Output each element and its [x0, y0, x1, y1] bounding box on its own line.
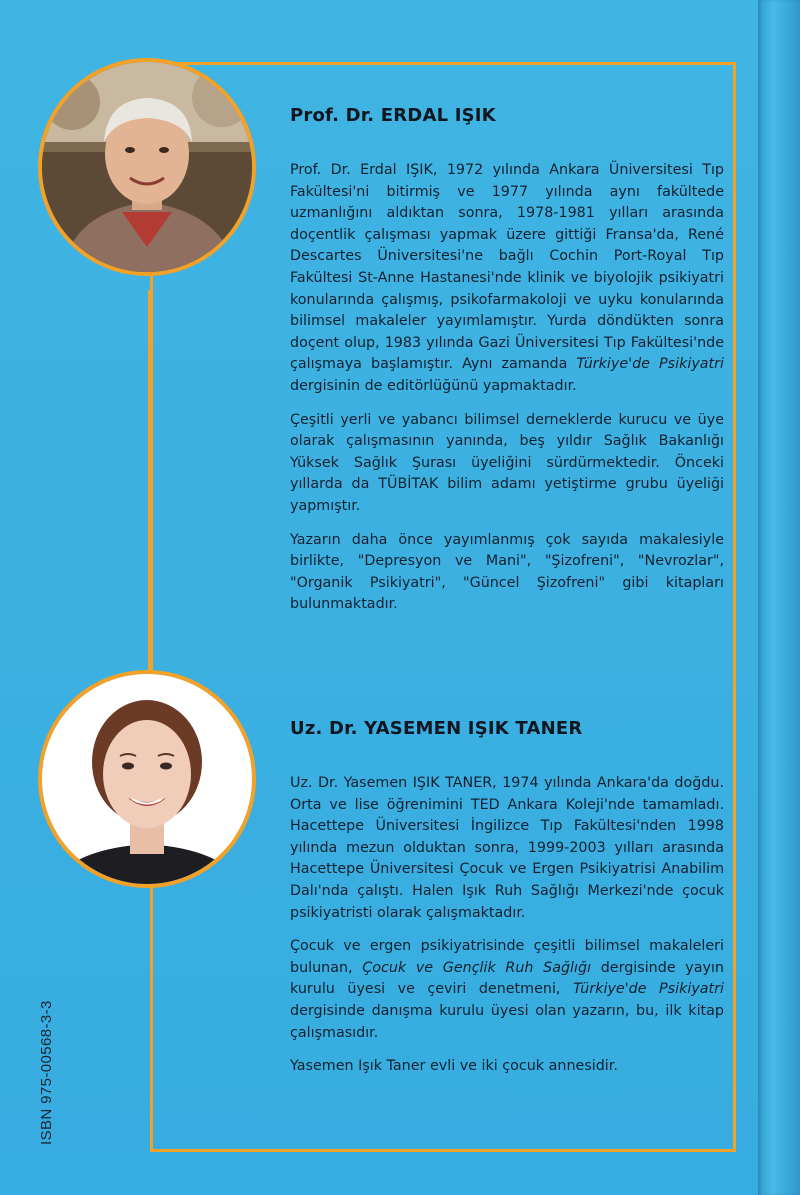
author2-bio-section	[290, 718, 724, 1090]
journal-title-italic: Çocuk ve Gençlik Ruh Sağlığı	[362, 959, 592, 976]
author2-portrait-image	[42, 674, 252, 884]
author2-bio-paragraph-3: Yasemen Işık Taner evli ve iki çocuk annesidir.	[290, 1058, 618, 1075]
author1-bio-paragraph-3: Yazarın daha önce yayımlanmış çok sayıda makalesiyle birlikte, "Depresyon ve Mani", "Şizofreni", "Nevrozlar", "Organik Psikiyatri", "Güncel Şizofreni" gibi kitapları bulunmaktadır.	[290, 531, 724, 613]
author2-name: Uz. Dr. YASEMEN IŞIK TANER	[290, 718, 583, 739]
author2-photo	[38, 670, 256, 888]
author1-photo	[38, 58, 256, 276]
author1-bio-paragraph-1: Prof. Dr. Erdal IŞIK, 1972 yılında Ankara Üniversitesi Tıp Fakültesi'ni bitirmiş ve 1977 yılında aynı fakültede uzmanlığını aldıktan sonra, 1978-1981 yılları arasında doçentlik çalışması yapmak üzere gittiği Fransa'da, René Descartes Üniversitesi'ne bağlı Cochin Port-Royal Tıp Fakültesi St-Anne Hastanesi'nde klinik ve biyolojik psikiyatri konularında çalışmış, psikofarmakoloji ve uyku konularında bilimsel makaleler yayımlamıştır. Yurda döndükten sonra doçent olup, 1983 yılında Gazi Üniversitesi Tıp Fakültesi'nde çalışmaya başlamıştır. Aynı zamanda Türkiye'de Psikiyatri dergisinin de editörlüğünü yapmaktadır.	[290, 162, 725, 394]
author1-name: Prof. Dr. ERDAL IŞIK	[290, 105, 496, 126]
journal-title-italic: Türkiye'de Psikiyatri	[576, 356, 725, 373]
author1-bio-section	[290, 105, 724, 628]
isbn-number: ISBN 975-00568-3-3	[38, 1000, 55, 1145]
author2-bio-paragraph-2: Çocuk ve ergen psikiyatrisinde çeşitli bilimsel makaleleri bulunan, Çocuk ve Gençlik Ruh Sağlığı dergisinde yayın kurulu üyesi ve çeviri denetmeni, Türkiye'de Psikiyatri dergisinde danışma kurulu üyesi olan yazarın, bu, ilk kitap çalışmasıdır.	[290, 938, 725, 1041]
author1-portrait-image	[42, 62, 252, 272]
author1-bio-paragraph-2: Çeşitli yerli ve yabancı bilimsel derneklerde kurucu ve üye olarak çalışmasının yanında, beş yıldır Sağlık Bakanlığı Yüksek Sağlık Şurası üyeliğini sürdürmektedir. Önceki yıllarda da TÜBİTAK bilim adamı yetiştirme grubu üyeliği yapmıştır.	[290, 411, 724, 514]
journal-title-italic: Türkiye'de Psikiyatri	[572, 981, 725, 998]
book-spine	[758, 0, 800, 1195]
frame-connector-line	[148, 290, 152, 670]
author2-bio-paragraph-1: Uz. Dr. Yasemen IŞIK TANER, 1974 yılında Ankara'da doğdu. Orta ve lise öğrenimini TED Ankara Koleji'nde tamamladı. Hacettepe Üniversitesi İngilizce Tıp Fakültesi'nden 1998 yılında mezun olduktan sonra, 1999-2003 yılları arasında Hacettepe Üniversitesi Çocuk ve Ergen Psikiyatrisi Anabilim Dalı'nda çalıştı. Halen Işık Ruh Sağlığı Merkezi'nde çocuk psikiyatristi olarak çalışmaktadır.	[290, 775, 724, 921]
